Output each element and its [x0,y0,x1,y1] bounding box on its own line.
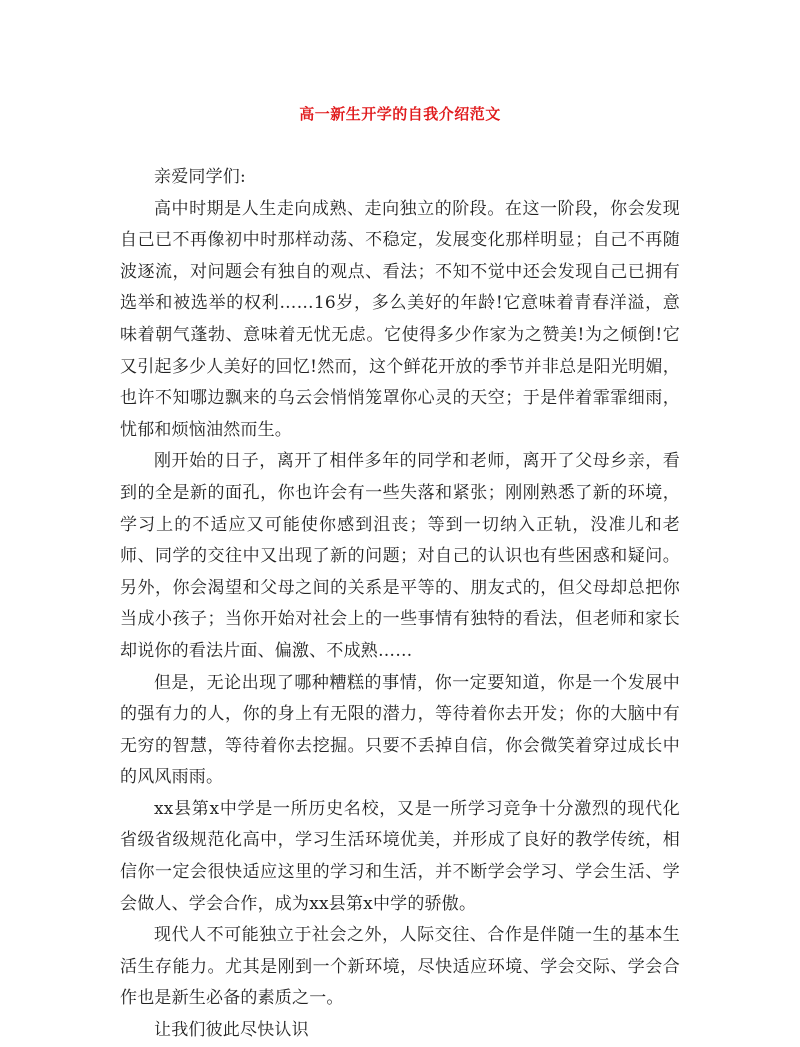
paragraph: 高中时期是人生走向成熟、走向独立的阶段。在这一阶段，你会发现自己已不再像初中时那样动荡、不稳定，发展变化那样明显；自己不再随波逐流，对问题会有独自的观点、看法；不知不觉中还会发现自己已拥有选举和被选举的权利……16岁，多么美好的年龄!它意味着青春洋溢，意味着朝气蓬勃、意味着无忧无虑。它使得多少作家为之赞美!为之倾倒!它又引起多少人美好的回忆!然而，这个鲜花开放的季节并非总是阳光明媚，也许不知哪边飘来的乌云会悄悄笼罩你心灵的天空；于是伴着霏霏细雨，忧郁和烦恼油然而生。 [120,198,680,440]
document-body [120,162,680,1047]
document-title: 高一新生开学的自我介绍范文 [299,105,501,123]
paragraph: xx县第x中学是一所历史名校，又是一所学习竞争十分激烈的现代化省级省级规范化高中，学习生活环境优美，并形成了良好的教学传统，相信你一定会很快适应这里的学习和生活，并不断学会学习、学会生活、学会做人、学会合作，成为xx县第x中学的骄傲。 [120,798,680,914]
paragraph: 让我们彼此尽快认识 [154,1020,309,1041]
paragraph: 现代人不可能独立于社会之外，人际交往、合作是伴随一生的基本生活生存能力。尤其是刚到一个新环境，尽快适应环境、学会交际、学会合作也是新生必备的素质之一。 [120,925,680,1009]
paragraph-greeting: 亲爱同学们: [154,167,246,187]
paragraph: 刚开始的日子，离开了相伴多年的同学和老师，离开了父母乡亲，看到的全是新的面孔，你也许会有一些失落和紧张；刚刚熟悉了新的环境，学习上的不适应又可能使你感到沮丧；等到一切纳入正轨，没准儿和老师、同学的交往中又出现了新的问题；对自己的认识也有些困惑和疑问。另外，你会渴望和父母之间的关系是平等的、朋友式的，但父母却总把你当成小孩子；当你开始对社会上的一些事情有独特的看法，但老师和家长却说你的看法片面、偏激、不成熟…… [120,451,680,661]
paragraph: 但是，无论出现了哪种糟糕的事情，你一定要知道，你是一个发展中的强有力的人，你的身上有无限的潜力，等待着你去开发；你的大脑中有无穷的智慧，等待着你去挖掘。只要不丢掉自信，你会微笑着穿过成长中的风风雨雨。 [120,672,680,788]
